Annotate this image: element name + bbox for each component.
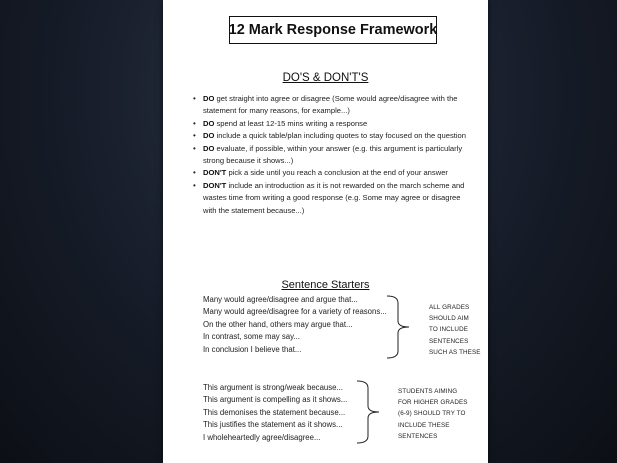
note-group-1	[429, 302, 481, 358]
document-page	[163, 0, 488, 463]
dos-donts-heading: DO'S & DON'T'S	[282, 72, 369, 84]
list-item	[193, 167, 468, 179]
item-text: include a quick table/plan including quotes to stay focused on the question	[214, 131, 467, 141]
starter-line: This demonises the statement because...	[203, 407, 346, 417]
item-keyword: DO	[203, 118, 215, 128]
list-item	[193, 118, 468, 130]
starter-line: This argument is compelling as it shows...	[203, 395, 348, 405]
starter-line: In conclusion I believe that...	[203, 344, 302, 354]
list-item	[193, 143, 468, 168]
brace-group-1	[385, 295, 415, 359]
starter-line: I wholeheartedly agree/disagree...	[203, 432, 321, 442]
starters-group-1	[203, 294, 387, 356]
starter-line: In contrast, some may say...	[203, 332, 300, 342]
note-group-2	[398, 386, 468, 442]
starters-group-2	[203, 382, 347, 444]
note-line: SUCH AS THESE	[429, 348, 481, 356]
note-line: FOR HIGHER GRADES	[398, 399, 468, 407]
starter-line: This justifies the statement as it shows...	[203, 420, 343, 430]
list-item	[193, 130, 468, 142]
note-line: (6-9) SHOULD TRY TO	[398, 410, 466, 418]
brace-group-2	[355, 380, 385, 444]
starter-line: Many would agree/disagree for a variety of reasons...	[203, 307, 387, 317]
item-keyword: DON'T	[203, 180, 227, 190]
starter-line: Many would agree/disagree and argue that...	[203, 295, 358, 304]
note-line: SHOULD AIM	[429, 315, 469, 323]
sentence-starters-heading: Sentence Starters	[281, 279, 370, 291]
starter-line: This argument is strong/weak because...	[203, 383, 343, 392]
note-line: INCLUDE THESE	[398, 421, 450, 429]
item-text: evaluate, if possible, within your answer (e.g. this argument is particularly strong because it shows...)	[203, 143, 463, 166]
item-text: include an introduction as it is not rewarded on the march scheme and wastes time from writing a good response (e.g. Some may agree or disagree with the statement because...)	[203, 180, 465, 215]
list-item	[193, 93, 468, 118]
item-text: pick a side until you reach a conclusion at the end of your answer	[226, 168, 448, 178]
item-text: get straight into agree or disagree (Some would agree/disagree with the statement for many reasons, for example...)	[203, 94, 458, 116]
starter-line: On the other hand, others may argue that...	[203, 319, 353, 329]
item-keyword: DO	[203, 143, 215, 153]
note-line: SENTENCES	[429, 337, 469, 345]
note-line: SENTENCES	[398, 432, 438, 440]
note-line: TO INCLUDE	[429, 326, 469, 334]
page-title: 12 Mark Response Framework	[229, 16, 437, 44]
item-keyword: DON'T	[203, 168, 227, 178]
list-item	[193, 180, 468, 217]
item-keyword: DO	[203, 131, 215, 141]
note-line: STUDENTS AIMING	[398, 388, 458, 395]
dos-donts-list	[193, 93, 468, 217]
note-line: ALL GRADES	[429, 304, 470, 311]
item-text: spend at least 12-15 mins writing a response	[214, 118, 368, 128]
item-keyword: DO	[203, 94, 215, 103]
